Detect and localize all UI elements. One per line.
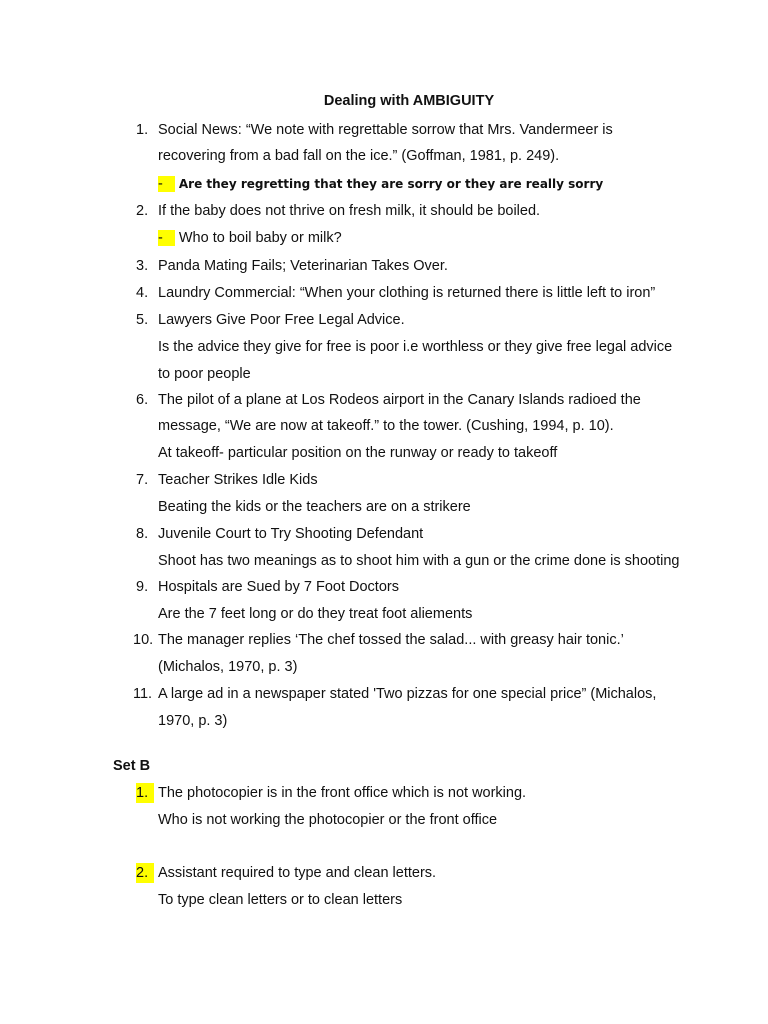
list-item-line: Laundry Commercial: “When your clothing is returned there is little left to iron” <box>158 285 656 301</box>
list-item-line: to poor people <box>158 366 251 382</box>
list-item-line: Shoot has two meanings as to shoot him with a gun or the crime done is shooting <box>158 553 680 569</box>
list-number: 3. <box>136 258 149 274</box>
list-number: 9. <box>136 579 149 595</box>
list-item-line: If the baby does not thrive on fresh milk, it should be boiled. <box>158 203 541 219</box>
list-number: 11. <box>133 686 153 702</box>
list-number: 4. <box>136 285 149 301</box>
list-item-line: Who is not working the photocopier or the front office <box>158 812 498 828</box>
list-item-line: Social News: “We note with regrettable sorrow that Mrs. Vandermeer is <box>158 122 613 138</box>
list-item-line: (Michalos, 1970, p. 3) <box>158 659 298 675</box>
list-number: 7. <box>136 472 149 488</box>
list-number: 8. <box>136 526 149 542</box>
list-item-line: The photocopier is in the front office which is not working. <box>158 785 527 801</box>
list-number: 1. <box>136 122 149 138</box>
note-dash: - <box>158 176 175 192</box>
highlighted-note <box>158 174 603 194</box>
list-item-line: At takeoff- particular position on the runway or ready to takeoff <box>158 445 558 461</box>
note-text: Are they regretting that they are sorry or they are really sorry <box>178 177 604 191</box>
note-text: Who to boil baby or milk? <box>178 230 342 246</box>
list-item-line: The pilot of a plane at Los Rodeos airport in the Canary Islands radioed the <box>158 392 641 408</box>
list-item-line: Are the 7 feet long or do they treat foot aliements <box>158 606 473 622</box>
list-number: 1. <box>136 783 154 803</box>
list-item-line: recovering from a bad fall on the ice.” (Goffman, 1981, p. 249). <box>158 148 560 164</box>
list-item-line: To type clean letters or to clean letters <box>158 892 403 908</box>
highlighted-note <box>158 228 342 248</box>
list-number: 6. <box>136 392 149 408</box>
list-item-line: Lawyers Give Poor Free Legal Advice. <box>158 312 405 328</box>
list-item-line: Teacher Strikes Idle Kids <box>158 472 318 488</box>
list-item-line: Is the advice they give for free is poor i.e worthless or they give free legal advice <box>158 339 673 355</box>
list-item-line: Juvenile Court to Try Shooting Defendant <box>158 526 424 542</box>
list-number: 5. <box>136 312 149 328</box>
list-number: 2. <box>136 203 149 219</box>
list-item-line: Beating the kids or the teachers are on a strikere <box>158 499 471 515</box>
list-item-line: Hospitals are Sued by 7 Foot Doctors <box>158 579 399 595</box>
section-heading: Set B <box>113 758 151 774</box>
list-number: 10. <box>133 632 154 648</box>
list-item-line: A large ad in a newspaper stated 'Two pizzas for one special price” (Michalos, <box>158 686 657 702</box>
list-item-line: Panda Mating Fails; Veterinarian Takes Over. <box>158 258 448 274</box>
document-title: Dealing with AMBIGUITY <box>323 93 495 109</box>
note-dash: - <box>158 230 175 246</box>
list-number: 2. <box>136 863 154 883</box>
list-item-line: 1970, p. 3) <box>158 713 228 729</box>
list-item-line: The manager replies ‘The chef tossed the salad... with greasy hair tonic.’ <box>158 632 624 648</box>
list-item-line: message, “We are now at takeoff.” to the tower. (Cushing, 1994, p. 10). <box>158 418 614 434</box>
list-item-line: Assistant required to type and clean letters. <box>158 865 437 881</box>
